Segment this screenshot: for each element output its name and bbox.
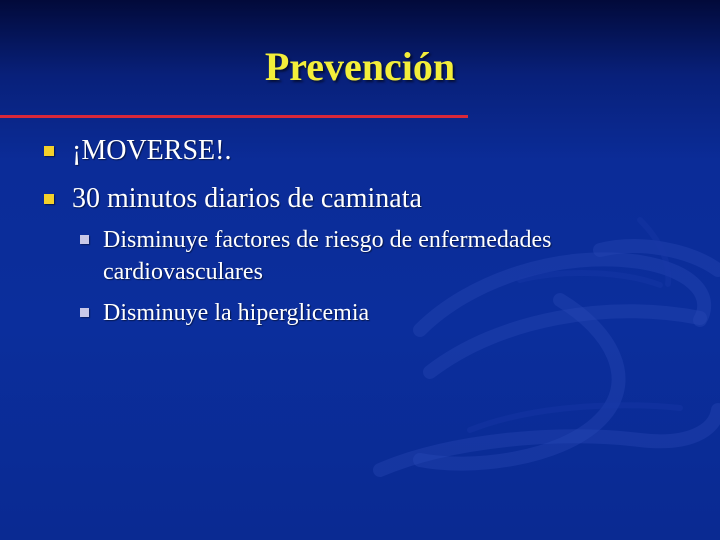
sub-bullet-item: Disminuye factores de riesgo de enfermedades cardiovasculares	[103, 227, 552, 285]
square-bullet-icon	[80, 235, 89, 244]
bullet-item: 30 minutos diarios de caminata	[72, 183, 422, 214]
sub-bullet-item: Disminuye la hiperglicemia	[103, 300, 370, 326]
square-bullet-icon	[44, 194, 54, 204]
bullet-item: ¡MOVERSE!.	[72, 135, 232, 166]
square-bullet-icon	[80, 308, 89, 317]
slide-title: Prevención	[264, 44, 456, 89]
square-bullet-icon	[44, 146, 54, 156]
